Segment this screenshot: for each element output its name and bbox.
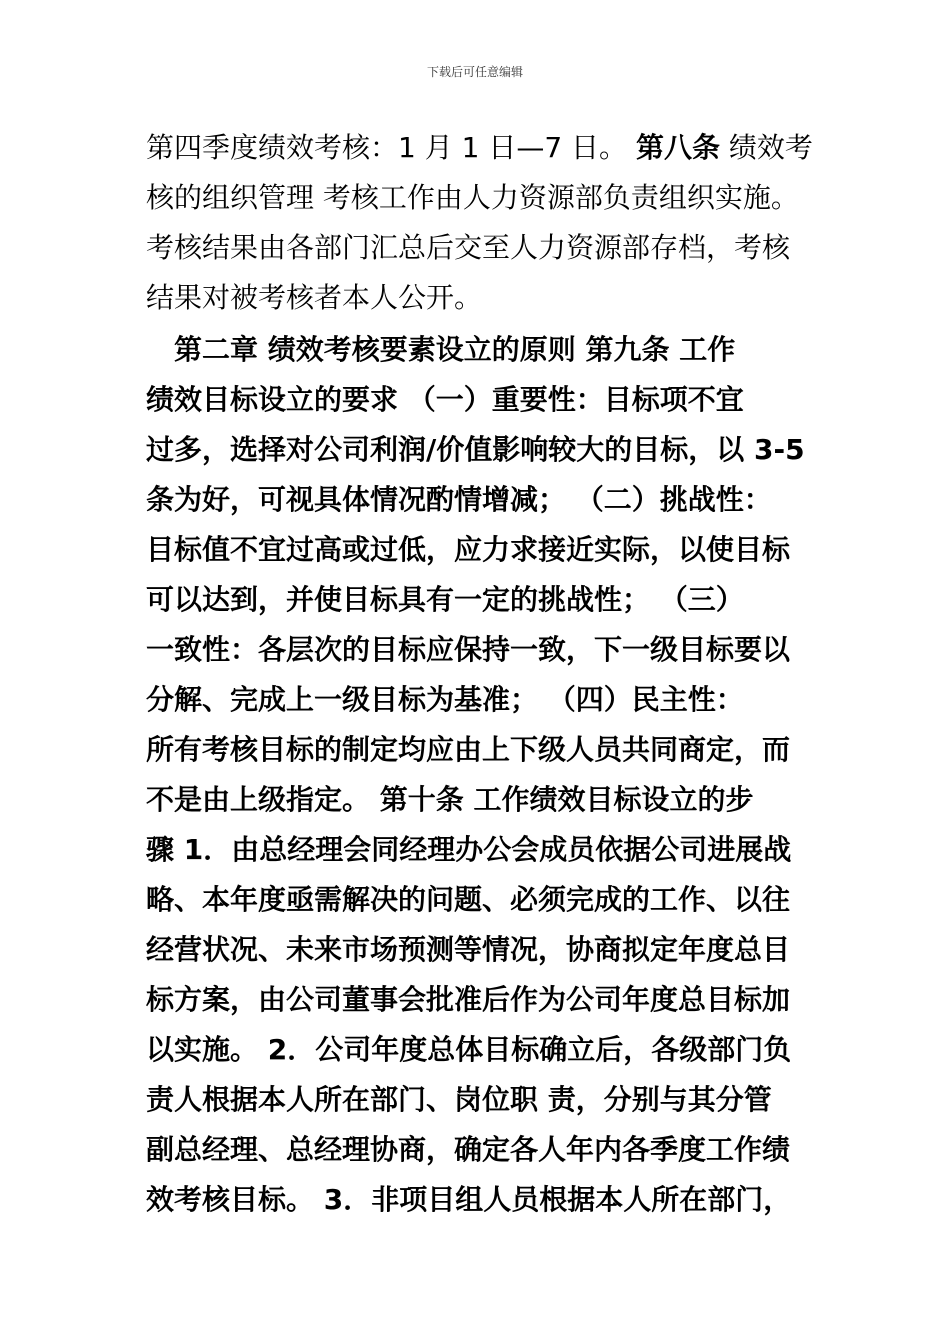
text-run: 核的组织管理 考核工作由人力资源部负责组织实施。 <box>146 181 799 214</box>
text-run: 不是由上级指定。 第十条 工作绩效目标设立的步 <box>146 783 754 816</box>
text-line <box>146 325 846 375</box>
page-header: 下载后可任意编辑 <box>426 65 523 79</box>
text-line <box>146 875 846 925</box>
text-line <box>146 975 846 1025</box>
text-line <box>146 123 846 173</box>
text-line <box>146 825 846 875</box>
text-line <box>146 925 846 975</box>
text-run: 分解、完成上一级目标为基准； （四）民主性： <box>146 683 744 716</box>
text-run: 所有考核目标的制定均应由上下级人员共同商定，而 <box>146 733 791 766</box>
text-run: 经营状况、未来市场预测等情况，协商拟定年度总目 <box>146 933 791 966</box>
text-line <box>146 775 846 825</box>
text-line <box>146 725 846 775</box>
text-run: 条为好，可视具体情况酌情增减； （二）挑战性： <box>146 483 772 516</box>
text-run: 考核结果由各部门汇总后交至人力资源部存档，考核 <box>146 231 791 264</box>
text-line <box>146 223 846 273</box>
text-run: 标方案，由公司董事会批准后作为公司年度总目标加 <box>146 983 791 1016</box>
text-run: 骤 1．由总经理会同经理办公会成员依据公司进展战 <box>146 833 792 866</box>
text-line <box>146 375 846 425</box>
text-run: 一致性：各层次的目标应保持一致，下一级目标要以 <box>146 633 791 666</box>
text-line <box>146 475 846 525</box>
text-run: 以实施。 2．公司年度总体目标确立后，各级部门负 <box>146 1033 792 1066</box>
text-line <box>146 1075 846 1125</box>
text-line <box>146 675 846 725</box>
text-line <box>146 575 846 625</box>
text-run: 绩效目标设立的要求 （一）重要性：目标项不宜 <box>146 383 744 416</box>
text-run: 可以达到，并使目标具有一定的挑战性； （三） <box>146 583 744 616</box>
text-run: 绩效考 <box>719 131 813 164</box>
text-line <box>146 525 846 575</box>
text-run: 第二章 绩效考核要素设立的原则 第九条 工作 <box>146 333 736 366</box>
text-run: 结果对被考核者本人公开。 <box>146 281 483 314</box>
text-run: 略、本年度亟需解决的问题、必须完成的工作、以往 <box>146 883 791 916</box>
text-line <box>146 425 846 475</box>
text-line <box>146 625 846 675</box>
text-run: 责人根据本人所在部门、岗位职 责，分别与其分管 <box>146 1083 772 1116</box>
text-run: 副总经理、总经理协商，确定各人年内各季度工作绩 <box>146 1133 791 1166</box>
text-line <box>146 1125 846 1175</box>
text-line <box>146 173 846 223</box>
text-run: 目标值不宜过高或过低，应力求接近实际，以使目标 <box>146 533 791 566</box>
text-line <box>146 273 846 323</box>
text-run: 第八条 <box>635 131 720 164</box>
text-line <box>146 1175 846 1225</box>
text-run: 第四季度绩效考核：1 月 1 日—7 日。 <box>146 131 636 164</box>
text-line <box>146 1025 846 1075</box>
text-run: 效考核目标。 3．非项目组人员根据本人所在部门， <box>146 1183 792 1216</box>
text-run: 过多，选择对公司利润/价值影响较大的目标，以 3-5 <box>146 433 805 466</box>
